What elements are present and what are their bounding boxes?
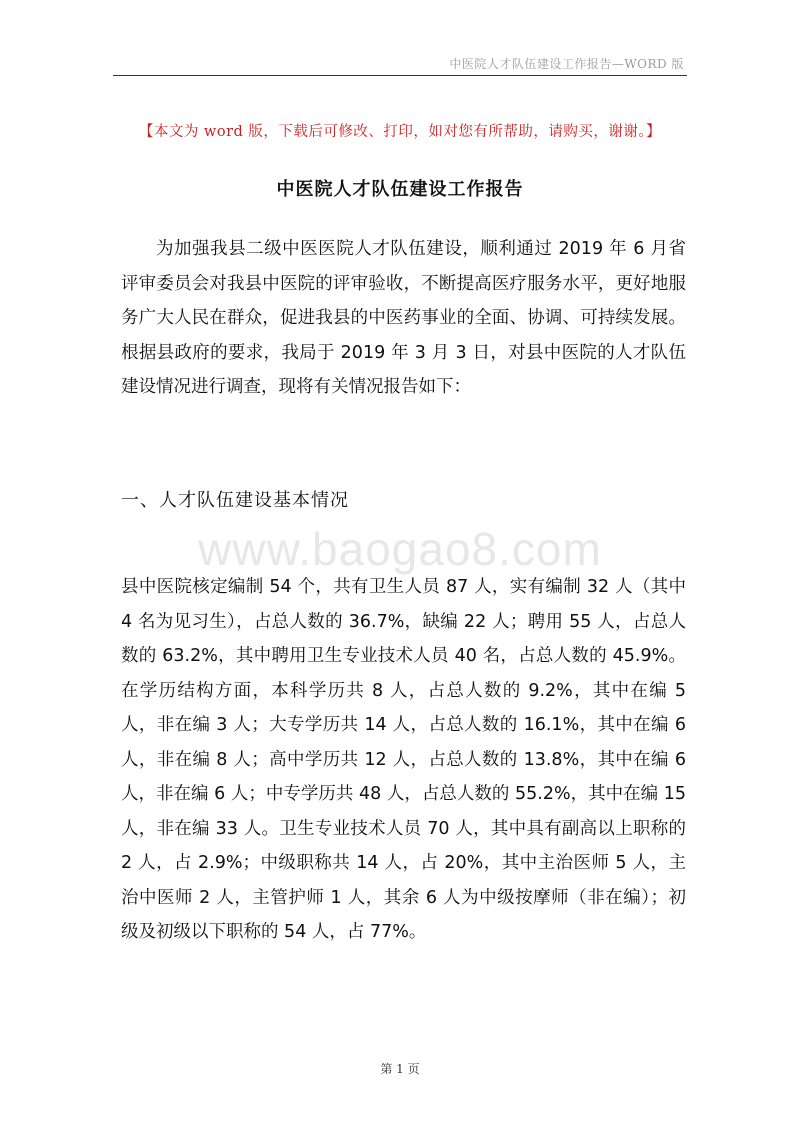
header-divider bbox=[113, 75, 687, 76]
page-number: 第 1 页 bbox=[380, 1062, 420, 1076]
running-header: 中医院人才队伍建设工作报告—WORD 版 bbox=[449, 57, 684, 71]
watermark: www.baogao8.com bbox=[198, 523, 602, 575]
intro-paragraph: 为加强我县二级中医医院人才队伍建设，顺利通过 2019 年 6 月省评审委员会对我县中医院的评审验收，不断提高医疗服务水平，更好地服务广大人民在群众，促进我县的中医药事业的全面、协调、可持续发展。根据县政府的要求，我局于 2019 年 3 月 3 日，对县中医院的人才队伍建设情况进行调查，现将有关情况报告如下： bbox=[121, 239, 686, 397]
download-notice: 【本文为 word 版，下载后可修改、打印，如对您有所帮助，请购买，谢谢。】 bbox=[138, 124, 662, 140]
section-heading: 一、人才队伍建设基本情况 bbox=[121, 490, 349, 511]
section-body-paragraph: 县中医院核定编制 54 个，共有卫生人员 87 人，实有编制 32 人（其中 4 名为见习生），占总人数的 36.7%，缺编 22 人；聘用 55 人，占总人数的 63.2%，其中聘用卫生专业技术人员 40 名，占总人数的 45.9%。在学历结构方面，本科学历共 8 人，占总人数的 9.2%，其中在编 5 人，非在编 3 人；大专学历共 14 人，占总人数的 16.1%，其中在编 6 人，非在编 8 人；高中学历共 12 人，占总人数的 13.8%，其中在编 6 人，非在编 6 人；中专学历共 48 人，占总人数的 55.2%，其中在编 15 人，非在编 33 人。卫生专业技术人员 70 人，其中具有副高以上职称的 2 人，占 2.9%；中级职称共 14 人，占 20%，其中主治医师 5 人，主治中医师 2 人，主管护师 1 人，其余 6 人为中级按摩师（非在编）；初级及初级以下职称的 54 人，占 77%。 bbox=[121, 577, 686, 942]
document-title: 中医院人才队伍建设工作报告 bbox=[276, 179, 524, 200]
